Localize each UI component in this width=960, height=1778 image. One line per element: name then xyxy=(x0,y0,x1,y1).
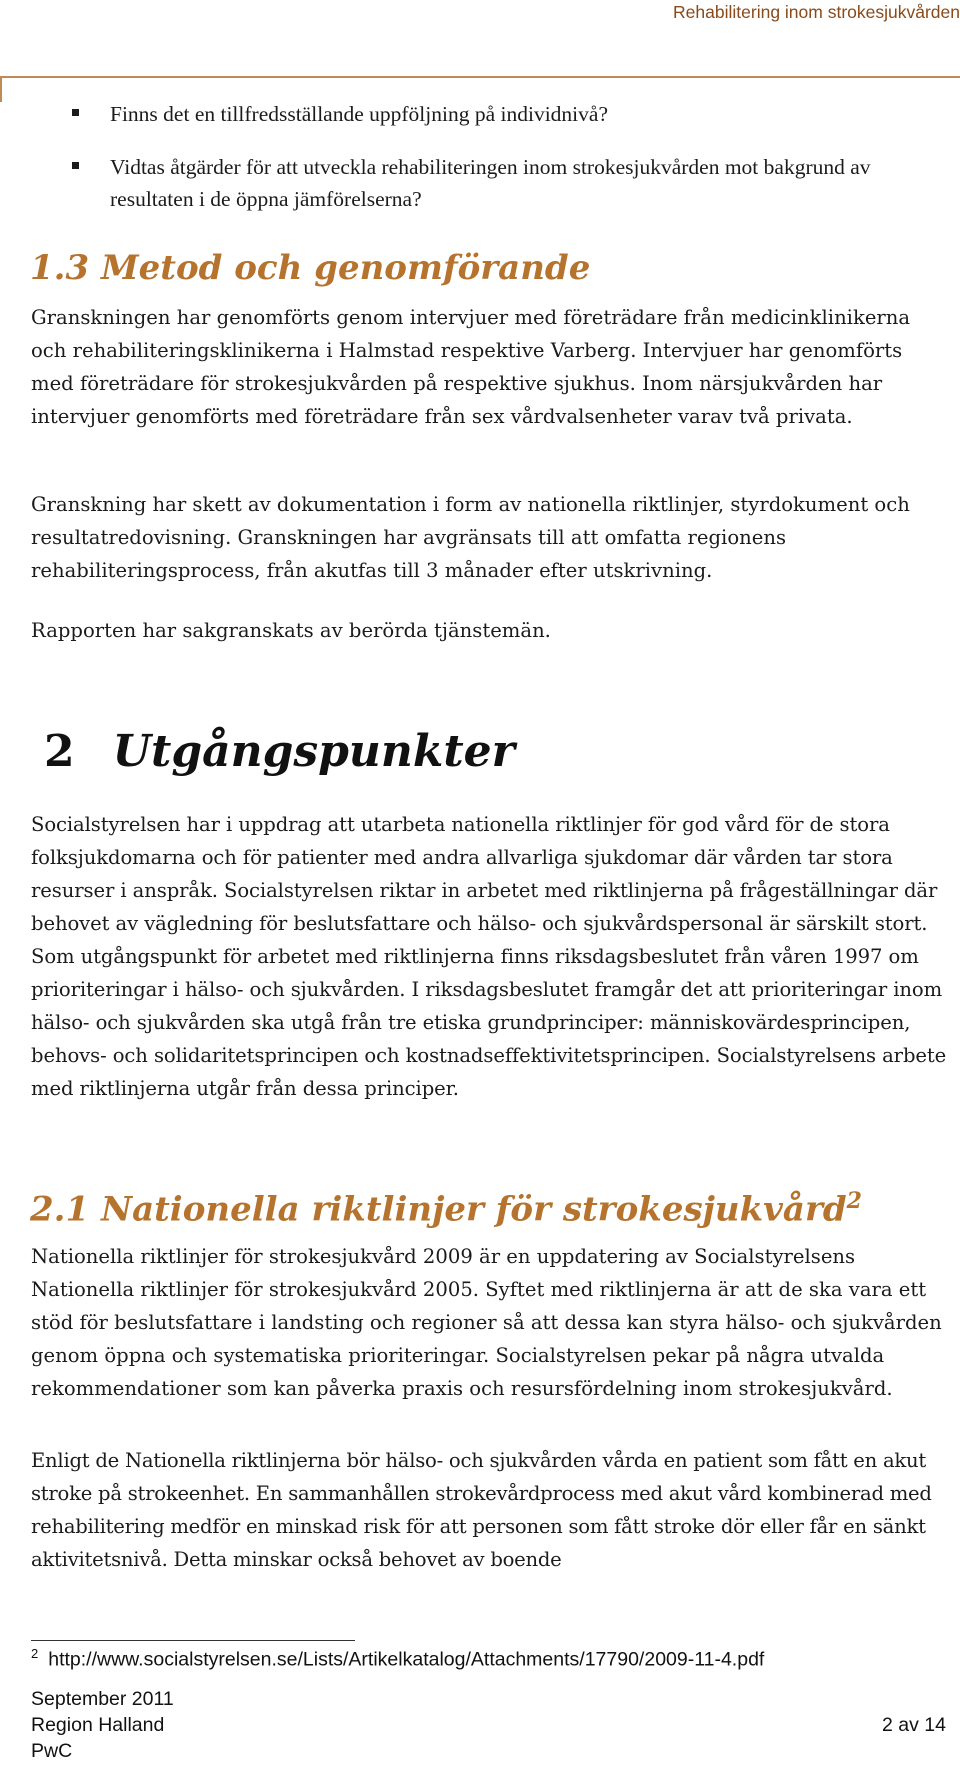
footnote xyxy=(31,1646,764,1672)
list-item xyxy=(72,98,942,130)
paragraph-method: Granskningen har genomförts genom intervjuer med företrädare från medicinklinikerna och rehabiliteringsklinikerna i Halmstad respektive Varberg. Intervjuer har genomförts med företrädare för strokesjukvården på respektive sjukhus. Inom närsjukvården har intervjuer genomförts med företrädare från sex vårdvalsenheter varav två privata. xyxy=(31,306,911,428)
section-heading-text: 2.1 Nationella riktlinjer för strokesjukvård xyxy=(30,1189,847,1230)
list-item xyxy=(72,151,942,215)
header-rule-corner xyxy=(0,76,2,102)
footer-firm: PwC xyxy=(31,1740,73,1762)
section-heading-1-3: 1.3 Metod och genomförande xyxy=(30,248,591,288)
paragraph-riktlinjer: Nationella riktlinjer för strokesjukvård 2009 är en uppdatering av Socialstyrelsens Nationella riktlinjer för strokesjukvård 2005. Syftet med riktlinjerna är att de ska vara ett stöd för beslutsfattare i landsting och regioner så att dessa kan styra hälso- och sjukvården genom öppna och systematiska prioriteringar. Socialstyrelsen pekar på några utvalda rekommendationer som kan påverka praxis och resursfördelning inom strokesjukvård. xyxy=(31,1245,942,1400)
header-rule xyxy=(0,76,960,78)
section-heading-2-1 xyxy=(30,1188,862,1229)
footer-date: September 2011 xyxy=(31,1688,174,1710)
chapter-heading-2 xyxy=(44,726,515,777)
paragraph-strokeenhet: Enligt de Nationella riktlinjerna bör hälso- och sjukvården vårda en patient som fått en akut stroke på strokeenhet. En sammanhållen strokevårdprocess med akut vård kombinerad med rehabilitering medför en minskad risk för att personen som fått stroke dör eller får en sänkt aktivitetsnivå. Detta minskar också behovet av boende xyxy=(31,1449,932,1571)
square-bullet-icon xyxy=(72,109,79,116)
footnote-ref: 2 xyxy=(846,1188,862,1214)
chapter-title: Utgångspunkter xyxy=(112,726,515,777)
paragraph-utgangspunkter: Socialstyrelsen har i uppdrag att utarbeta nationella riktlinjer för god vård för de stora folksjukdomarna och för patienter med andra allvarliga sjukdomar där vården tar stora resurser i anspråk. Socialstyrelsen riktar in arbetet med riktlinjerna på frågeställningar där behovet av vägledning för beslutsfattare och hälso- och sjukvårdspersonal är särskilt stort. Som utgångspunkt för arbetet med riktlinjerna finns riksdagsbeslutet från våren 1997 om prioriteringar i hälso- och sjukvården. I riksdagsbeslutet framgår det att prioriteringar inom hälso- och sjukvården ska utgå från tre etiska grundprinciper: människovärdesprincipen, behovs- och solidaritetsprincipen och kostnadseffektivitetsprincipen. Socialstyrelsens arbete med riktlinjerna utgår från dessa principer. xyxy=(31,813,947,1100)
footnote-rule xyxy=(31,1640,355,1641)
chapter-number: 2 xyxy=(44,726,75,777)
page-number: 2 av 14 xyxy=(882,1714,946,1736)
question-list xyxy=(72,98,942,236)
footer-org: Region Halland xyxy=(31,1714,165,1736)
paragraph-documentation: Granskning har skett av dokumentation i form av nationella riktlinjer, styrdokument och resultatredovisning. Granskningen har avgränsats till att omfatta regionens rehabiliteringsprocess, från akutfas till 3 månader efter utskrivning. xyxy=(31,493,910,582)
footnote-link[interactable]: http://www.socialstyrelsen.se/Lists/Artikelkatalog/Attachments/17790/2009-11-4.pdf xyxy=(48,1648,765,1671)
paragraph-review: Rapporten har sakgranskats av berörda tjänstemän. xyxy=(31,619,551,642)
list-item-text: Vidtas åtgärder för att utveckla rehabiliteringen inom strokesjukvården mot bakgrund av resultaten i de öppna jämförelserna? xyxy=(110,155,871,211)
footnote-number: 2 xyxy=(31,1646,39,1661)
square-bullet-icon xyxy=(72,162,79,169)
running-header: Rehabilitering inom strokesjukvården xyxy=(673,2,960,22)
list-item-text: Finns det en tillfredsställande uppföljning på individnivå? xyxy=(110,102,608,126)
